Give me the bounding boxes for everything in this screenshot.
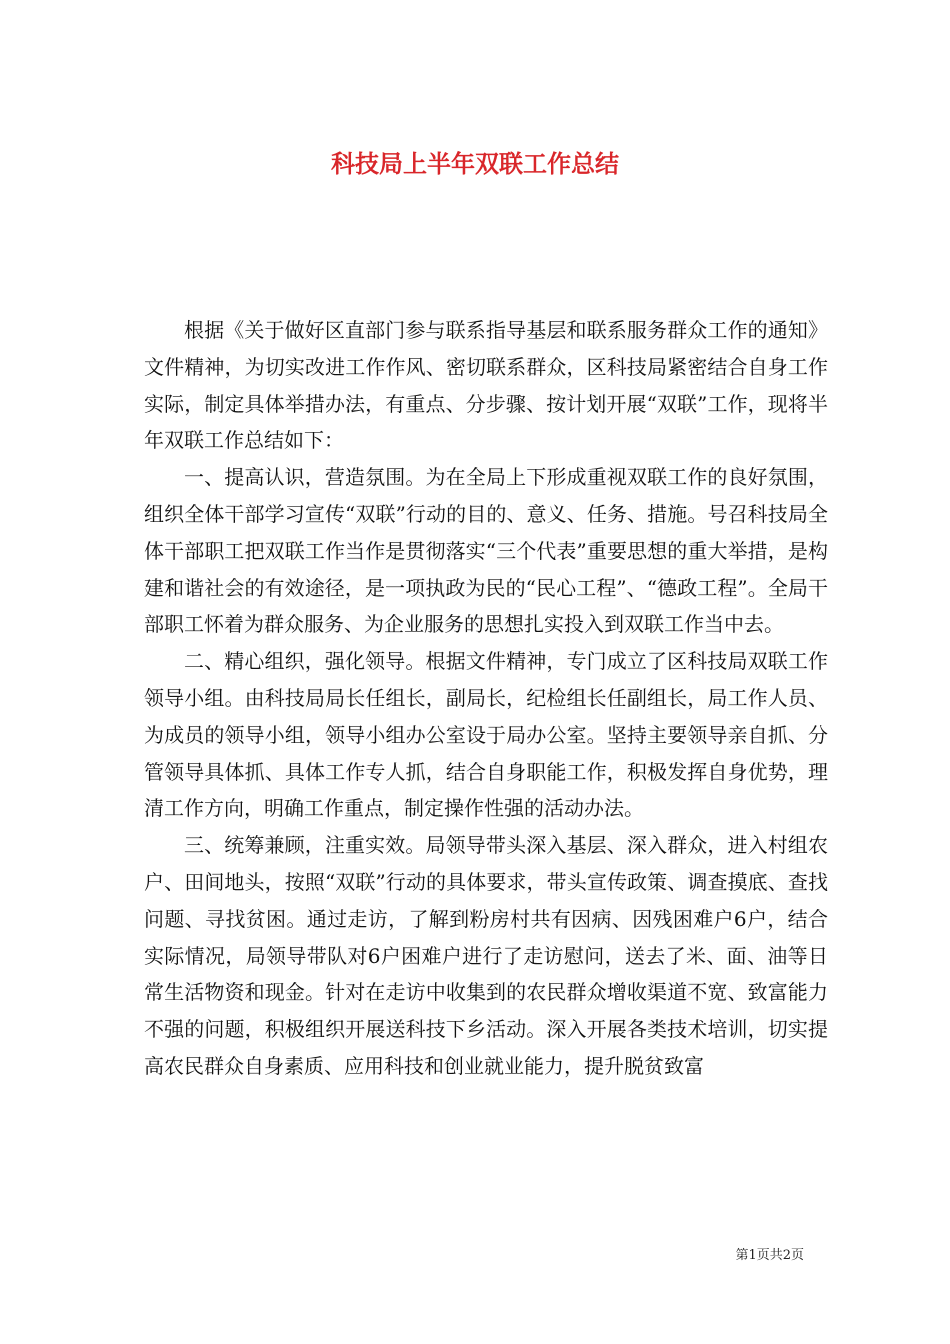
paragraph-section-1: 一、提高认识，营造氛围。为在全局上下形成重视双联工作的良好氛围，组织全体干部学习宣传“双联”行动的目的、意义、任务、措施。号召科技局全体干部职工把双联工作当作是贯彻落实“三个代表”重要思想的重大举措，是构建和谐社会的有效途径，是一项执政为民的“民心工程”、“德政工程”。全局干部职工怀着为群众服务、为企业服务的思想扎实投入到双联工作当中去。 <box>144 465 828 637</box>
document-body <box>144 312 828 1085</box>
paragraph-section-3: 三、统筹兼顾，注重实效。局领导带头深入基层、深入群众，进入村组农户、田间地头，按照“双联”行动的具体要求，带头宣传政策、调查摸底、查找问题、寻找贫困。通过走访，了解到粉房村共有因病、因残困难户6户，结合实际情况，局领导带队对6户困难户进行了走访慰问，送去了米、面、油等日常生活物资和现金。针对在走访中收集到的农民群众增收渠道不宽、致富能力不强的问题，积极组织开展送科技下乡活动。深入开展各类技术培训，切实提高农民群众自身素质、应用科技和创业就业能力，提升脱贫致富 <box>144 833 828 1078</box>
page-number: 第1页共2页 <box>735 1248 804 1263</box>
paragraph-section-2: 二、精心组织，强化领导。根据文件精神，专门成立了区科技局双联工作领导小组。由科技局局长任组长，副局长，纪检组长任副组长，局工作人员、为成员的领导小组，领导小组办公室设于局办公室。坚持主要领导亲自抓、分管领导具体抓、具体工作专人抓，结合自身职能工作，积极发挥自身优势，理清工作方向，明确工作重点，制定操作性强的活动办法。 <box>144 649 828 821</box>
document-title: 科技局上半年双联工作总结 <box>331 149 619 179</box>
paragraph-intro: 根据《关于做好区直部门参与联系指导基层和联系服务群众工作的通知》文件精神，为切实改进工作作风、密切联系群众，区科技局紧密结合自身工作实际，制定具体举措办法，有重点、分步骤、按计划开展“双联”工作，现将半年双联工作总结如下： <box>144 318 828 453</box>
